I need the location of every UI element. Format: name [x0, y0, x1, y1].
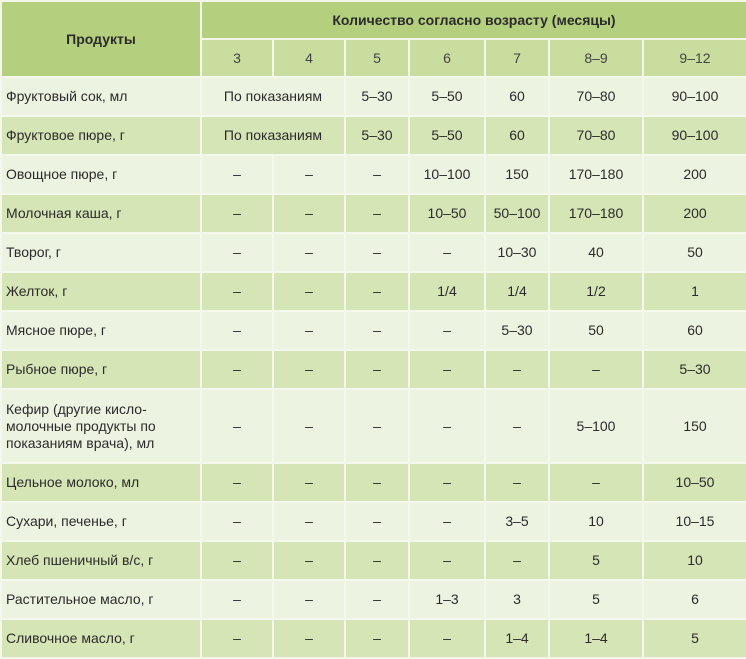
table-row	[1, 389, 746, 463]
table-row	[1, 463, 746, 502]
table-cell: 5–30	[345, 77, 409, 116]
table-cell: –	[273, 350, 345, 389]
table-cell: –	[345, 272, 409, 311]
table-row	[1, 311, 746, 350]
table-cell: 70–80	[549, 77, 643, 116]
table-cell: –	[345, 194, 409, 233]
product-name: Цельное молоко, мл	[1, 463, 201, 502]
table-cell: –	[273, 389, 345, 463]
table-cell: 5–30	[485, 311, 549, 350]
table-cell: –	[201, 311, 273, 350]
products-header: Продукты	[1, 1, 201, 77]
table-cell: –	[485, 350, 549, 389]
table-row	[1, 272, 746, 311]
table-cell: –	[201, 272, 273, 311]
table-cell: –	[201, 502, 273, 541]
age-header-7: 7	[485, 39, 549, 77]
table-row	[1, 233, 746, 272]
product-name: Рыбное пюре, г	[1, 350, 201, 389]
table-cell: 200	[643, 155, 746, 194]
table-cell: –	[273, 502, 345, 541]
header-row	[1, 1, 746, 39]
product-name: Сливочное масло, г	[1, 619, 201, 658]
table-cell: 1	[643, 272, 746, 311]
table-cell: 170–180	[549, 155, 643, 194]
table-cell: –	[409, 311, 485, 350]
table-cell: 1/4	[409, 272, 485, 311]
table-cell: –	[549, 463, 643, 502]
table-cell: –	[273, 272, 345, 311]
age-header-8-9: 8–9	[549, 39, 643, 77]
table-cell: –	[345, 233, 409, 272]
table-cell: По показаниям	[201, 116, 345, 155]
table-cell: 150	[643, 389, 746, 463]
table-cell: 3	[485, 580, 549, 619]
table-cell: –	[345, 155, 409, 194]
table-cell: 1–4	[485, 619, 549, 658]
table-cell: 50–100	[485, 194, 549, 233]
product-name: Овощное пюре, г	[1, 155, 201, 194]
table-cell: –	[201, 194, 273, 233]
table-cell: 5–30	[643, 350, 746, 389]
table-cell: –	[409, 619, 485, 658]
table-cell: 5	[549, 580, 643, 619]
table-cell: 5	[643, 619, 746, 658]
table-cell: По показаниям	[201, 77, 345, 116]
age-header-9-12: 9–12	[643, 39, 746, 77]
table-cell: –	[409, 541, 485, 580]
table-cell: 200	[643, 194, 746, 233]
product-name: Фруктовый сок, мл	[1, 77, 201, 116]
product-name: Сухари, печенье, г	[1, 502, 201, 541]
table-cell: –	[345, 311, 409, 350]
table-cell: 50	[549, 311, 643, 350]
table-cell: –	[345, 580, 409, 619]
table-cell: 10–50	[409, 194, 485, 233]
product-name: Растительное масло, г	[1, 580, 201, 619]
table-row	[1, 116, 746, 155]
table-cell: –	[201, 350, 273, 389]
table-cell: 60	[485, 77, 549, 116]
table-cell: –	[273, 580, 345, 619]
table-cell: 1–3	[409, 580, 485, 619]
table-cell: 50	[643, 233, 746, 272]
age-header-5: 5	[345, 39, 409, 77]
table-cell: 60	[643, 311, 746, 350]
product-name: Кефир (другие кисло-молочные продукты по показаниям врача), мл	[1, 389, 201, 463]
table-cell: –	[273, 233, 345, 272]
table-cell: –	[409, 502, 485, 541]
table-cell: –	[345, 541, 409, 580]
table-cell: –	[201, 580, 273, 619]
table-cell: 170–180	[549, 194, 643, 233]
table-cell: 150	[485, 155, 549, 194]
table-cell: –	[273, 194, 345, 233]
table-cell: 1/2	[549, 272, 643, 311]
table-cell: 3–5	[485, 502, 549, 541]
table-cell: 90–100	[643, 116, 746, 155]
table-cell: 10–50	[643, 463, 746, 502]
table-cell: –	[485, 389, 549, 463]
table-cell: –	[273, 619, 345, 658]
table-cell: –	[345, 502, 409, 541]
table-cell: –	[409, 233, 485, 272]
table-cell: –	[345, 350, 409, 389]
age-group-header: Количество согласно возрасту (месяцы)	[201, 1, 746, 39]
table-cell: 6	[643, 580, 746, 619]
table-cell: 10–15	[643, 502, 746, 541]
table-cell: 5–30	[345, 116, 409, 155]
table-cell: –	[345, 619, 409, 658]
table-cell: –	[549, 350, 643, 389]
table-cell: 60	[485, 116, 549, 155]
table-cell: –	[345, 389, 409, 463]
product-name: Хлеб пшеничный в/с, г	[1, 541, 201, 580]
table-cell: –	[485, 463, 549, 502]
table-row	[1, 77, 746, 116]
table-cell: 10	[643, 541, 746, 580]
table-cell: –	[273, 311, 345, 350]
age-header-3: 3	[201, 39, 273, 77]
table-cell: –	[201, 541, 273, 580]
table-cell: 10–30	[485, 233, 549, 272]
table-cell: –	[201, 155, 273, 194]
table-cell: –	[273, 155, 345, 194]
table-cell: –	[273, 463, 345, 502]
table-cell: 1–4	[549, 619, 643, 658]
table-cell: –	[201, 463, 273, 502]
table-cell: 10–100	[409, 155, 485, 194]
table-row	[1, 155, 746, 194]
table-cell: 70–80	[549, 116, 643, 155]
table-cell: 1/4	[485, 272, 549, 311]
table-cell: –	[345, 463, 409, 502]
table-row	[1, 619, 746, 658]
product-name: Молочная каша, г	[1, 194, 201, 233]
table-cell: –	[201, 619, 273, 658]
table-cell: 90–100	[643, 77, 746, 116]
table-row	[1, 580, 746, 619]
table-cell: 5	[549, 541, 643, 580]
table-cell: –	[201, 389, 273, 463]
table-row	[1, 541, 746, 580]
age-header-6: 6	[409, 39, 485, 77]
table-cell: 5–50	[409, 116, 485, 155]
table-cell: –	[409, 463, 485, 502]
table-cell: 5–100	[549, 389, 643, 463]
table-cell: –	[409, 350, 485, 389]
table-cell: –	[201, 233, 273, 272]
table-cell: 40	[549, 233, 643, 272]
table-cell: –	[485, 541, 549, 580]
age-header-4: 4	[273, 39, 345, 77]
product-name: Мясное пюре, г	[1, 311, 201, 350]
table-cell: –	[273, 541, 345, 580]
table-row	[1, 502, 746, 541]
table-row	[1, 350, 746, 389]
product-name: Желток, г	[1, 272, 201, 311]
table-cell: –	[409, 389, 485, 463]
product-name: Творог, г	[1, 233, 201, 272]
product-name: Фруктовое пюре, г	[1, 116, 201, 155]
table-cell: 10	[549, 502, 643, 541]
table-row	[1, 194, 746, 233]
table-cell: 5–50	[409, 77, 485, 116]
